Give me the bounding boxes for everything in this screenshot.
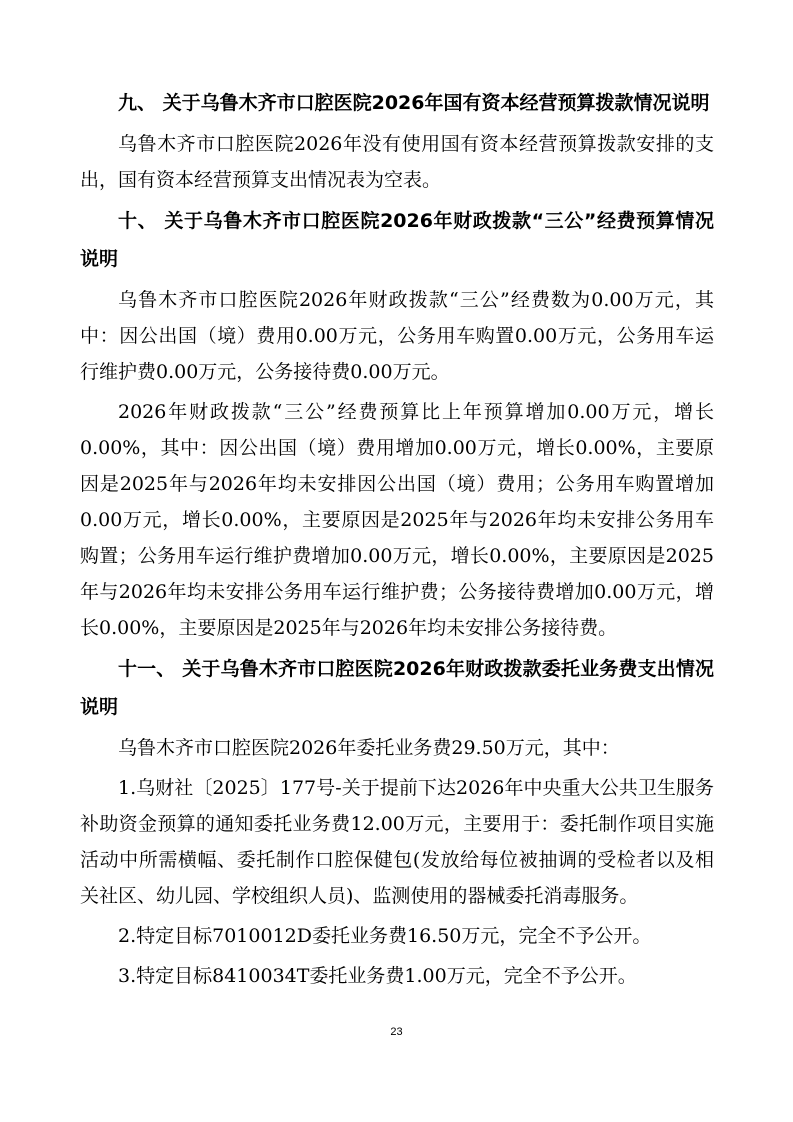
paragraph: 2.特定目标7010012D委托业务费16.50万元，完全不予公开。 [118,925,652,947]
page-number: 23 [390,1026,403,1038]
paragraph: 乌鲁木齐市口腔医院2026年财政拨款“三公”经费数为0.00万元，其中：因公出国（境）费用0.00万元，公务用车购置0.00万元，公务用车运行维护费0.00万元，公务接待费0.00万元。 [80,289,714,383]
paragraph: 3.特定目标8410034T委托业务费1.00万元，完全不予公开。 [118,965,637,987]
section-state-capital-budget [80,84,714,198]
document-body [80,84,714,998]
paragraph: 乌鲁木齐市口腔医院2026年没有使用国有资本经营预算拨款安排的支出，国有资本经营预算支出情况表为空表。 [80,133,714,191]
paragraph: 2026年财政拨款“三公”经费预算比上年预算增加0.00万元，增长0.00%，其中：因公出国（境）费用增加0.00万元，增长0.00%，主要原因是2025年与2026年均未安排因公出国（境）费用；公务用车购置增加0.00万元，增长0.00%，主要原因是2025年与2026年均未安排公务用车购置；公务用车运行维护费增加0.00万元，增长0.00%，主要原因是2025年与2026年均未安排公务用车运行维护费；公务接待费增加0.00万元，增长0.00%，主要原因是2025年与2026年均未安排公务接待费。 [80,401,714,639]
paragraph: 乌鲁木齐市口腔医院2026年委托业务费29.50万元，其中： [118,737,620,759]
section-heading: 十、 关于乌鲁木齐市口腔医院2026年财政拨款“三公”经费预算情况说明 [80,210,714,270]
paragraph: 1.乌财社〔2025〕177号-关于提前下达2026年中央重大公共卫生服务补助资金预算的通知委托业务费12.00万元，主要用于：委托制作项目实施活动中所需横幅、委托制作口腔保健包(发放给每位被抽调的受检者以及相关社区、幼儿园、学校组织人员)、监测使用的器械委托消毒服务。 [80,777,714,907]
section-heading: 十一、 关于乌鲁木齐市口腔医院2026年财政拨款委托业务费支出情况说明 [80,658,714,718]
section-three-public-expenses [80,202,714,646]
section-heading: 九、 关于乌鲁木齐市口腔医院2026年国有资本经营预算拨款情况说明 [118,92,710,114]
section-commissioned-business-fees [80,650,714,994]
